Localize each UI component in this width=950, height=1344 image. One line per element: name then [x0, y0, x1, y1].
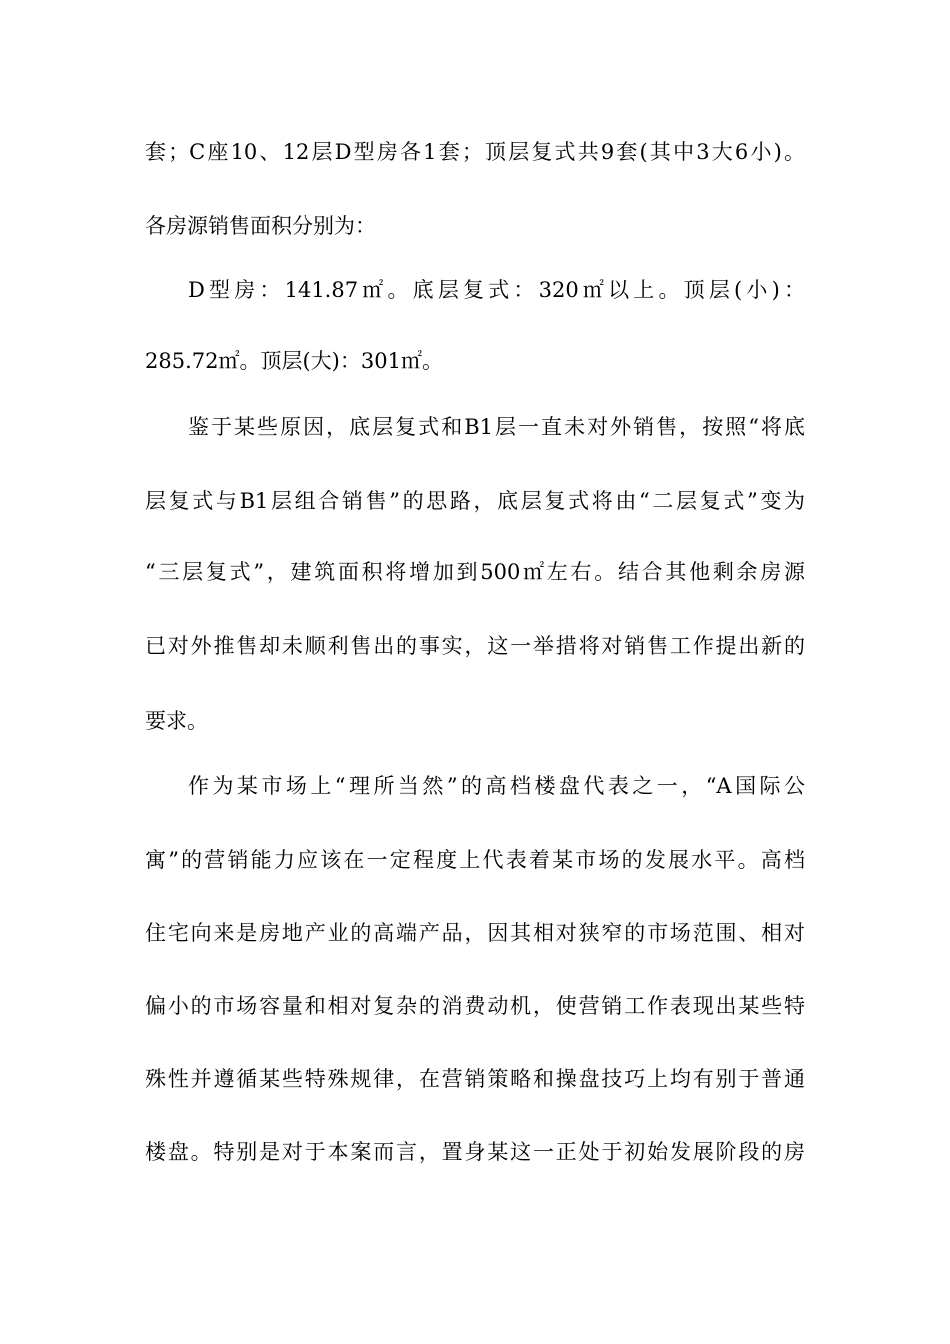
- text-line-15: 楼盘。特别是对于本案而言，置身某这一正处于初始发展阶段的房: [145, 1140, 805, 1164]
- text-line-11: 寓”的营销能力应该在一定程度上代表着某市场的发展水平。高档: [145, 848, 805, 872]
- text-line-9: 要求。: [145, 709, 208, 733]
- text-line-14: 殊性并遵循某些特殊规律，在营销策略和操盘技巧上均有别于普通: [145, 1067, 805, 1091]
- text-line-7: “三层复式”，建筑面积将增加到500㎡左右。结合其他剩余房源: [145, 560, 805, 584]
- text-line-8: 已对外推售却未顺利售出的事实，这一举措将对销售工作提出新的: [145, 634, 805, 658]
- text-line-10: 作为某市场上“理所当然”的高档楼盘代表之一，“A国际公: [188, 774, 805, 798]
- text-line-5: 鉴于某些原因，底层复式和B1层一直未对外销售，按照“将底: [188, 415, 805, 439]
- text-line-2: 各房源销售面积分别为：: [145, 214, 376, 238]
- text-line-12: 住宅向来是房地产业的高端产品，因其相对狭窄的市场范围、相对: [145, 921, 805, 945]
- text-line-6: 层复式与B1层组合销售”的思路，底层复式将由“二层复式”变为: [145, 489, 805, 513]
- text-line-1: 套；C座10、12层D型房各1套；顶层复式共9套(其中3大6小)。: [145, 140, 805, 164]
- text-line-3: D型房：141.87㎡。底层复式：320㎡以上。顶层(小)：: [188, 278, 805, 302]
- text-line-4: 285.72㎡。顶层(大)：301㎡。: [145, 349, 443, 373]
- text-line-13: 偏小的市场容量和相对复杂的消费动机，使营销工作表现出某些特: [145, 994, 805, 1018]
